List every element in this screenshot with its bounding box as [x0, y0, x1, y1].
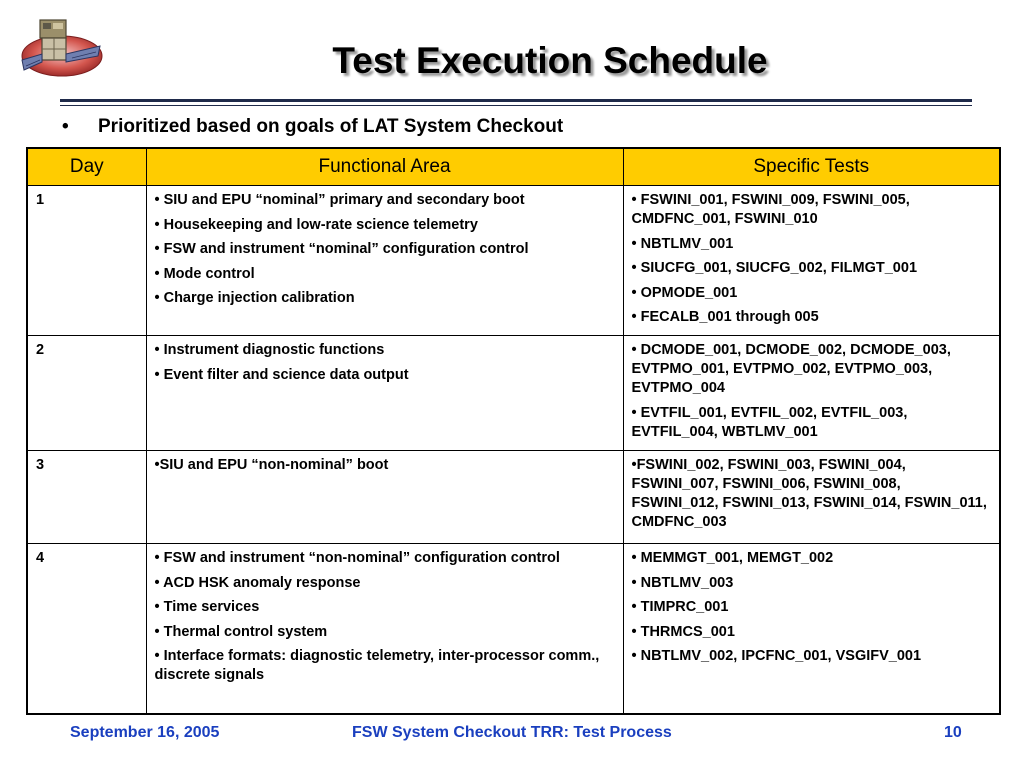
specific-tests-cell: [623, 336, 1000, 451]
functional-area-cell: [146, 451, 623, 544]
list-item: • Time services: [154, 599, 260, 615]
list-item: • FSW and instrument “non-nominal” configuration control: [154, 550, 560, 566]
list-item: • NBTLMV_003: [631, 574, 734, 591]
list-item: • SIU and EPU “nominal” primary and secondary boot: [154, 192, 525, 208]
table-row: [27, 544, 1000, 714]
footer-page-number: 10: [944, 724, 962, 741]
table-row: [27, 186, 1000, 336]
list-item: • Interface formats: diagnostic telemetry, inter-processor comm., discrete signals: [154, 648, 600, 683]
list-item: • Mode control: [154, 265, 255, 282]
list-item: • Event filter and science data output: [154, 366, 409, 383]
list-item: • FSW and instrument “nominal” configuration control: [154, 241, 529, 257]
footer-title: FSW System Checkout TRR: Test Process: [352, 724, 672, 741]
specific-tests-cell: [623, 451, 1000, 544]
list-item: • OPMODE_001: [631, 284, 738, 301]
list-item: • Thermal control system: [154, 623, 328, 640]
functional-area-cell: [146, 544, 623, 714]
list-item: • EVTFIL_001, EVTFIL_002, EVTFIL_003, EVTFIL_004, WBTLMV_001: [631, 404, 908, 440]
list-item: • FECALB_001 through 005: [631, 309, 819, 325]
list-item: •FSWINI_002, FSWINI_003, FSWINI_004, FSWINI_007, FSWINI_006, FSWINI_008, FSWINI_012, FSWINI_013, FSWINI_014, FSWIN_011, CMDFNC_003: [631, 457, 987, 530]
list-item: • NBTLMV_002, IPCFNC_001, VSGIFV_001: [631, 648, 922, 664]
list-item: • Instrument diagnostic functions: [154, 342, 385, 358]
functional-area-cell: [146, 186, 623, 336]
list-item: • NBTLMV_001: [631, 235, 734, 252]
functional-area-cell: [146, 336, 623, 451]
day-cell: 3: [27, 451, 146, 544]
day-cell: 2: [27, 336, 146, 451]
list-item: • FSWINI_001, FSWINI_009, FSWINI_005, CMDFNC_001, FSWINI_010: [631, 192, 910, 227]
header-functional-area: Functional Area: [146, 148, 623, 186]
slide-title: Test Execution Schedule: [332, 40, 768, 81]
specific-tests-cell: [623, 544, 1000, 714]
specific-tests-cell: [623, 186, 1000, 336]
glast-satellite-logo-icon: [14, 14, 106, 84]
list-item: • Charge injection calibration: [154, 290, 355, 306]
footer-date: September 16, 2005: [70, 724, 220, 741]
list-item: • Housekeeping and low-rate science telemetry: [154, 216, 478, 233]
day-cell: 1: [27, 186, 146, 336]
bullet-glyph: •: [62, 116, 69, 137]
table-row: [27, 336, 1000, 451]
list-item: • THRMCS_001: [631, 623, 735, 640]
title-rule-thick: [60, 99, 972, 102]
list-item: • TIMPRC_001: [631, 599, 729, 615]
table-row: [27, 451, 1000, 544]
header-specific-tests: Specific Tests: [623, 148, 1000, 186]
subtitle-bullet-line: [62, 116, 563, 138]
schedule-table: [26, 147, 1001, 715]
list-item: • MEMMGT_001, MEMGT_002: [631, 550, 834, 566]
title-rule-thin: [60, 105, 972, 106]
list-item: •SIU and EPU “non-nominal” boot: [154, 457, 389, 473]
list-item: • DCMODE_001, DCMODE_002, DCMODE_003, EVTPMO_001, EVTPMO_002, EVTPMO_003, EVTPMO_004: [631, 342, 951, 396]
header-day: Day: [27, 148, 146, 186]
list-item: • SIUCFG_001, SIUCFG_002, FILMGT_001: [631, 260, 918, 276]
list-item: • ACD HSK anomaly response: [154, 574, 361, 591]
day-cell: 4: [27, 544, 146, 714]
subtitle-text: Prioritized based on goals of LAT System Checkout: [98, 116, 564, 137]
table-header-row: [27, 148, 1000, 186]
